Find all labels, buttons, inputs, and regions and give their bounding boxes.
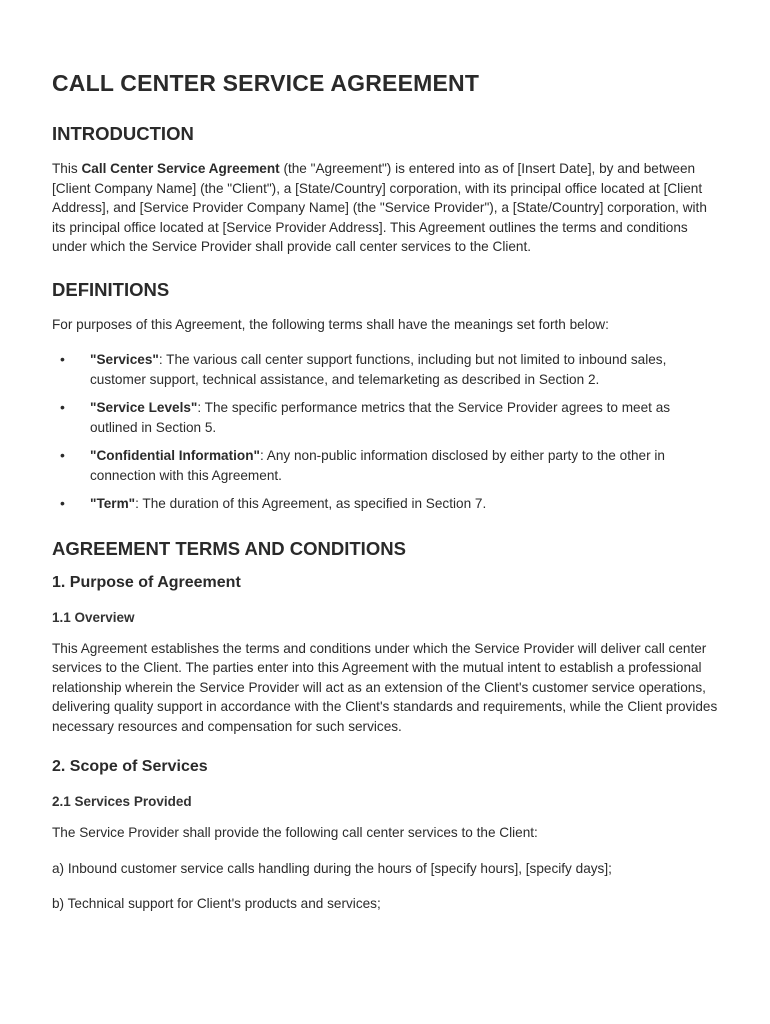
definition-text: : The duration of this Agreement, as specified in Section 7.: [135, 496, 487, 511]
definition-text: : Any non-public information disclosed by either party to the other in connection with this Agreement.: [90, 448, 665, 483]
introduction-heading: INTRODUCTION: [52, 123, 194, 144]
service-item-b: b) Technical support for Client's products and services;: [52, 896, 381, 911]
bullet-icon: •: [60, 399, 65, 415]
definition-text: : The various call center support functions, including but not limited to inbound sales, customer support, technical assistance, and telemarketing as described in Section 2.: [90, 352, 667, 387]
service-item-a: a) Inbound customer service calls handling during the hours of [specify hours], [specify days];: [52, 860, 612, 876]
bullet-icon: •: [60, 447, 65, 463]
definition-item: [52, 398, 718, 437]
definition-item: [52, 446, 718, 485]
intro-text-pre: This: [52, 161, 82, 176]
definition-item: [52, 350, 718, 389]
introduction-paragraph: [52, 159, 718, 257]
definition-term: "Service Levels": [90, 400, 198, 415]
definition-item: [52, 494, 718, 514]
section-2-1-lead: The Service Provider shall provide the following call center services to the Client:: [52, 825, 538, 840]
definition-term: "Term": [90, 496, 136, 511]
agreement-terms-heading: AGREEMENT TERMS AND CONDITIONS: [52, 537, 406, 559]
section-1-heading: 1. Purpose of Agreement: [52, 573, 241, 591]
definitions-lead: For purposes of this Agreement, the following terms shall have the meanings set forth below:: [52, 316, 609, 332]
definition-term: "Services": [90, 352, 159, 367]
section-2-heading: 2. Scope of Services: [52, 758, 208, 775]
bullet-icon: •: [60, 495, 65, 511]
document-title: CALL CENTER SERVICE AGREEMENT: [52, 70, 480, 96]
section-1-1-paragraph: This Agreement establishes the terms and conditions under which the Service Provider will deliver call center services to the Client. The parties enter into this Agreement with the mutual intent to establish a professional relationship wherein the Service Provider will act as an extension of the Client's customer service operations, delivering quality support in accordance with the Client's standards and requirements, while the Client provides necessary resources and compensation for such services.: [52, 640, 718, 734]
definitions-heading: DEFINITIONS: [52, 278, 170, 300]
definition-term: "Confidential Information": [90, 448, 260, 463]
intro-agreement-name: Call Center Service Agreement: [81, 161, 280, 176]
definition-text: : The specific performance metrics that the Service Provider agrees to meet as outlined in Section 5.: [90, 400, 671, 435]
bullet-icon: •: [60, 351, 65, 367]
intro-text-post: (the "Agreement") is entered into as of [Insert Date], by and between [Client Company Name] (the "Client"), a [State/Country] corporation, with its principal office located at [Client Address], and [Service Provider Company Name] (the "Service Provider"), a [State/Country] corporation, with its principal office located at [Service Provider Address]. This Agreement outlines the terms and conditions under which the Service Provider shall provide call center services to the Client.: [52, 161, 707, 254]
section-1-1-heading: 1.1 Overview: [52, 609, 135, 625]
definitions-list: [52, 350, 718, 514]
section-2-1-heading: 2.1 Services Provided: [52, 794, 192, 809]
